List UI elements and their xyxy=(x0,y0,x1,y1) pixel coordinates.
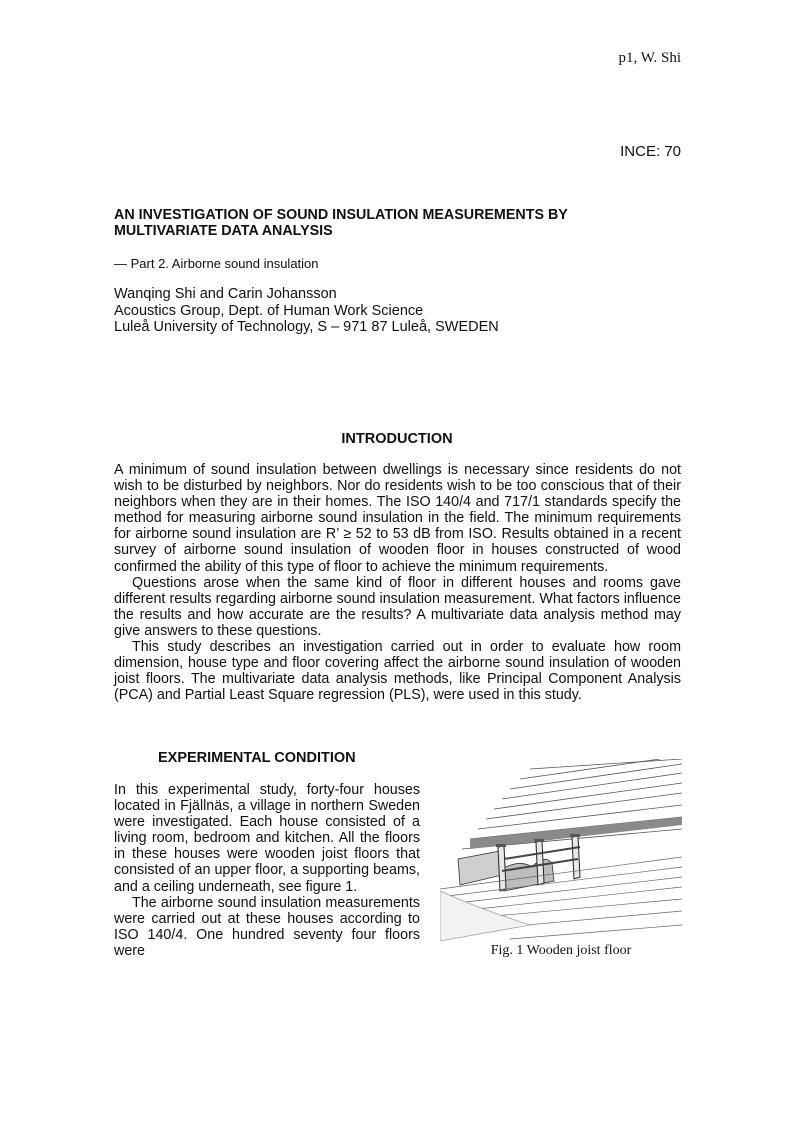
experimental-body xyxy=(114,782,420,959)
address: Luleå University of Technology, S – 971 87 Luleå, SWEDEN xyxy=(114,319,499,335)
wooden-joist-floor-illustration xyxy=(440,759,682,941)
page-reference: p1, W. Shi xyxy=(618,50,681,66)
author-block xyxy=(114,286,499,336)
conference-code: INCE: 70 xyxy=(620,143,681,160)
paper-title: AN INVESTIGATION OF SOUND INSULATION MEASUREMENTS BY MULTIVARIATE DATA ANALYSIS xyxy=(114,207,568,239)
experimental-paragraph: The airborne sound insulation measurements were carried out at these houses according to ISO 140/4. One hundred seventy four floors were xyxy=(114,894,420,959)
authors: Wanqing Shi and Carin Johansson xyxy=(114,286,337,302)
intro-paragraph: A minimum of sound insulation between dwellings is necessary since residents do not wish to be disturbed by neighbors. Nor do residents wish to be too conscious that of their neighbors when they are in their homes. The ISO 140/4 and 717/1 standards specify the method for measuring airborne sound insulation in the field. The minimum requirements for airborne sound insulation are R’ ≥ 52 to 53 dB from ISO. Results obtained in a recent survey of airborne sound insulation of wooden floor in houses constructed of wood confirmed the ability of this type of floor to achieve the minimum requirements. xyxy=(114,462,681,575)
figure-caption: Fig. 1 Wooden joist floor xyxy=(490,943,632,958)
introduction-body xyxy=(114,462,681,703)
intro-paragraph: This study describes an investigation carried out in order to evaluate how room dimension, house type and floor covering affect the airborne sound insulation of wooden joist floors. The multivariate data analysis methods, like Principal Component Analysis (PCA) and Partial Least Square regression (PLS), were used in this study. xyxy=(114,639,681,704)
experimental-paragraph: In this experimental study, forty-four houses located in Fjällnäs, a village in northern Sweden were investigated. Each house consisted of a living room, bedroom and kitchen. All the floors in these houses were wooden joist floors that consisted of an upper floor, a supporting beams, and a ceiling underneath, see figure 1. xyxy=(114,782,420,895)
introduction-heading: INTRODUCTION xyxy=(341,431,453,447)
affiliation: Acoustics Group, Dept. of Human Work Science xyxy=(114,302,424,319)
experimental-heading: EXPERIMENTAL CONDITION xyxy=(158,750,356,766)
intro-paragraph: Questions arose when the same kind of floor in different houses and rooms gave different results regarding airborne sound insulation measurement. What factors influence the results and how accurate are the results? A multivariate data analysis method may give answers to these questions. xyxy=(114,574,681,639)
paper-subtitle: — Part 2. Airborne sound insulation xyxy=(114,256,319,271)
